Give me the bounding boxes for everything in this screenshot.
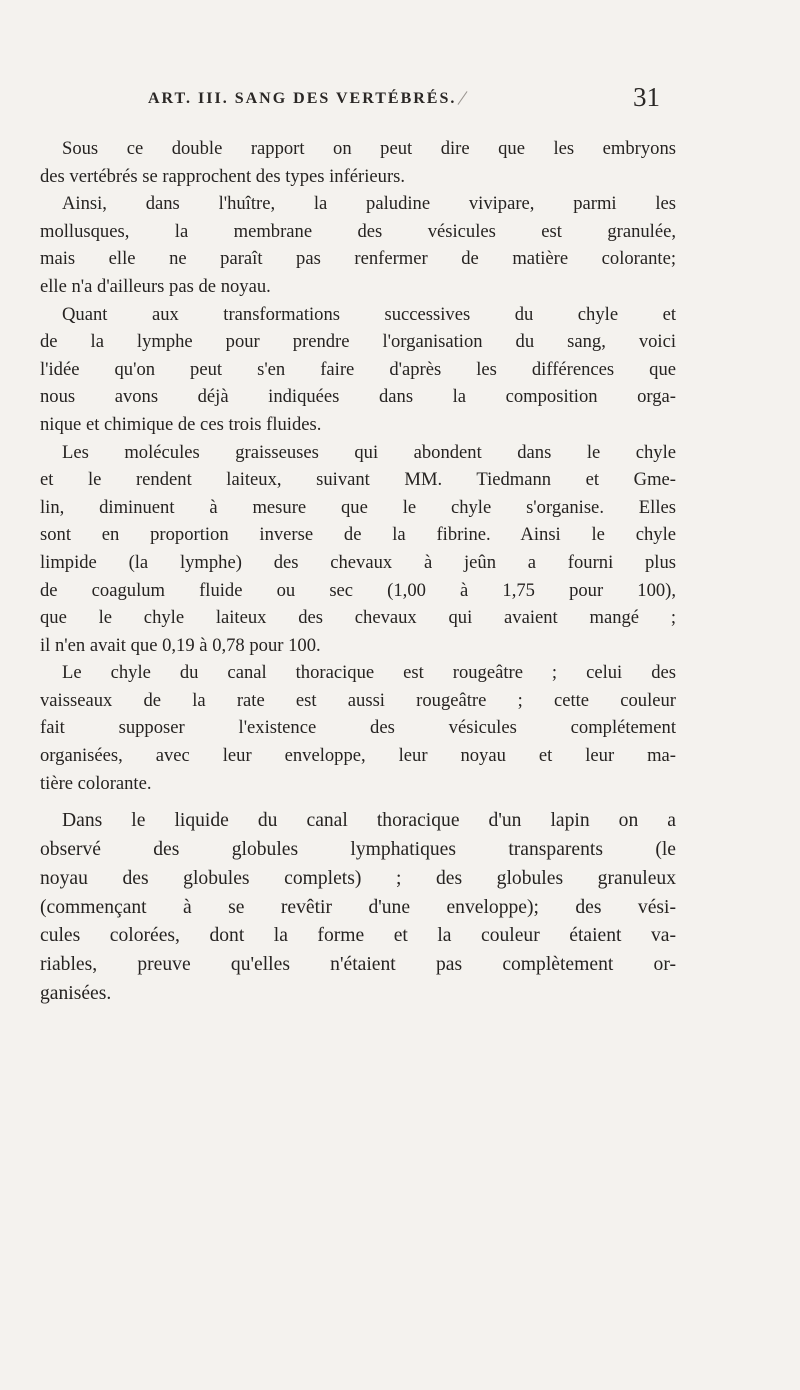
text-line: observé des globules lymphatiques transparents (le [40, 839, 676, 861]
text-line: sont en proportion inverse de la fibrine. Ainsi le chyle [40, 524, 676, 546]
text-line: Dans le liquide du canal thoracique d'un lapin on a [62, 810, 676, 832]
text-line: des vertébrés se rapprochent des types inférieurs. [40, 165, 406, 187]
running-title: ART. III. SANG DES VERTÉBRÉS. [148, 90, 457, 107]
paragraph-gap [40, 797, 676, 807]
body-text [40, 135, 676, 1009]
text-line: Sous ce double rapport on peut dire que les embryons [62, 138, 676, 159]
text-line: de coagulum fluide ou sec (1,00 à 1,75 pour 100), [40, 579, 676, 601]
text-line: et le rendent laiteux, suivant MM. Tiedmann et Gme- [40, 469, 676, 491]
text-line: mais elle ne paraît pas renfermer de matière colorante; [40, 248, 676, 270]
paragraph-group-2 [40, 807, 676, 1009]
text-line: Le chyle du canal thoracique est rougeâtre ; celui des [62, 662, 676, 684]
text-line: vaisseaux de la rate est aussi rougeâtre ; cette couleur [40, 689, 676, 711]
text-line: Quant aux transformations successives du chyle et [62, 303, 676, 325]
text-line: noyau des globules complets) ; des globules granuleux [40, 867, 676, 889]
page-number: 31 [633, 82, 660, 112]
text-line: (commençant à se revêtir d'une enveloppe); des vési- [40, 896, 676, 918]
text-line: riables, preuve qu'elles n'étaient pas complètement or- [40, 954, 676, 976]
text-line: lin, diminuent à mesure que le chyle s'organise. Elles [40, 496, 676, 518]
text-line: limpide (la lymphe) des chevaux à jeûn a fourni plus [40, 551, 676, 573]
text-line: organisées, avec leur enveloppe, leur noyau et leur ma- [40, 745, 676, 767]
running-head [148, 82, 660, 124]
text-line: elle n'a d'ailleurs pas de noyau. [40, 275, 271, 297]
paragraph-group-1 [40, 135, 676, 797]
text-line: il n'en avait que 0,19 à 0,78 pour 100. [40, 634, 321, 656]
text-line: fait supposer l'existence des vésicules complétement [40, 717, 676, 739]
text-line: tière colorante. [40, 772, 152, 794]
text-line: mollusques, la membrane des vésicules est granulée, [40, 220, 676, 242]
text-line: nous avons déjà indiquées dans la composition orga- [40, 386, 676, 408]
text-line: nique et chimique de ces trois fluides. [40, 413, 322, 435]
text-line: ganisées. [40, 983, 112, 1005]
text-line: Ainsi, dans l'huître, la paludine vivipare, parmi les [62, 193, 676, 215]
text-line: que le chyle laiteux des chevaux qui avaient mangé ; [40, 607, 676, 629]
text-line: cules colorées, dont la forme et la couleur étaient va- [40, 925, 676, 947]
text-line: Les molécules graisseuses qui abondent dans le chyle [62, 441, 676, 463]
text-line: de la lymphe pour prendre l'organisation du sang, voici [40, 331, 676, 353]
text-line: l'idée qu'on peut s'en faire d'après les différences que [40, 358, 676, 380]
